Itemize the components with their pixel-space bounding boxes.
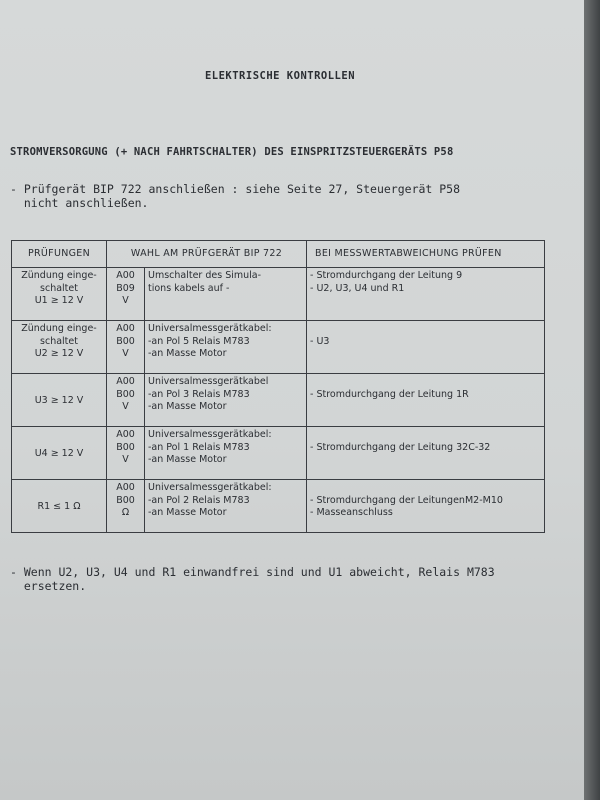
table-row (12, 321, 545, 374)
cell-codes: A00 B00 V (107, 321, 145, 374)
cell-pruefung: U4 ≥ 12 V (12, 427, 107, 480)
section-heading: STROMVERSORGUNG (+ NACH FAHRTSCHALTER) DES EINSPRITZSTEUERGERÄTS P58 (10, 146, 454, 158)
table-row (12, 268, 545, 321)
cell-bei-abweichung: - Stromdurchgang der LeitungenM2-M10 - Masseanschluss (307, 480, 545, 533)
header-bei-abweichung: BEI MESSWERTABWEICHUNG PRÜFEN (307, 241, 545, 268)
cell-wahl: Universalmessgerätkabel: -an Pol 5 Relais M783 -an Masse Motor (145, 321, 307, 374)
cell-wahl: Umschalter des Simula- tions kabels auf - (145, 268, 307, 321)
cell-codes: A00 B00 V (107, 374, 145, 427)
page-title: ELEKTRISCHE KONTROLLEN (204, 70, 356, 82)
cell-wahl: Universalmessgerätkabel -an Pol 3 Relais M783 -an Masse Motor (145, 374, 307, 427)
header-pruefungen: PRÜFUNGEN (12, 241, 107, 268)
table-row (12, 427, 545, 480)
cell-pruefung: Zündung einge- schaltet U1 ≥ 12 V (12, 268, 107, 321)
cell-pruefung: Zündung einge- schaltet U2 ≥ 12 V (12, 321, 107, 374)
cell-wahl: Universalmessgerätkabel: -an Pol 2 Relais M783 -an Masse Motor (145, 480, 307, 533)
instruction-note-connect: - Prüfgerät BIP 722 anschließen : siehe Seite 27, Steuergerät P58 nicht anschließen. (10, 182, 461, 210)
cell-pruefung: R1 ≤ 1 Ω (12, 480, 107, 533)
checks-table (11, 240, 545, 533)
cell-pruefung: U3 ≥ 12 V (12, 374, 107, 427)
header-wahl: WAHL AM PRÜFGERÄT BIP 722 (107, 241, 307, 268)
cell-bei-abweichung: - Stromdurchgang der Leitung 1R (307, 374, 545, 427)
cell-bei-abweichung: - U3 (307, 321, 545, 374)
table-row (12, 374, 545, 427)
cell-codes: A00 B00 V (107, 427, 145, 480)
cell-wahl: Universalmessgerätkabel: -an Pol 1 Relais M783 -an Masse Motor (145, 427, 307, 480)
table-row (12, 480, 545, 533)
page-edge-shadow (584, 0, 600, 800)
instruction-note-replace-relay: - Wenn U2, U3, U4 und R1 einwandfrei sind und U1 abweicht, Relais M783 ersetzen. (10, 565, 495, 593)
cell-bei-abweichung: - Stromdurchgang der Leitung 9 - U2, U3, U4 und R1 (307, 268, 545, 321)
cell-codes: A00 B09 V (107, 268, 145, 321)
cell-codes: A00 B00 Ω (107, 480, 145, 533)
table-header-row (12, 241, 545, 268)
cell-bei-abweichung: - Stromdurchgang der Leitung 32C-32 (307, 427, 545, 480)
